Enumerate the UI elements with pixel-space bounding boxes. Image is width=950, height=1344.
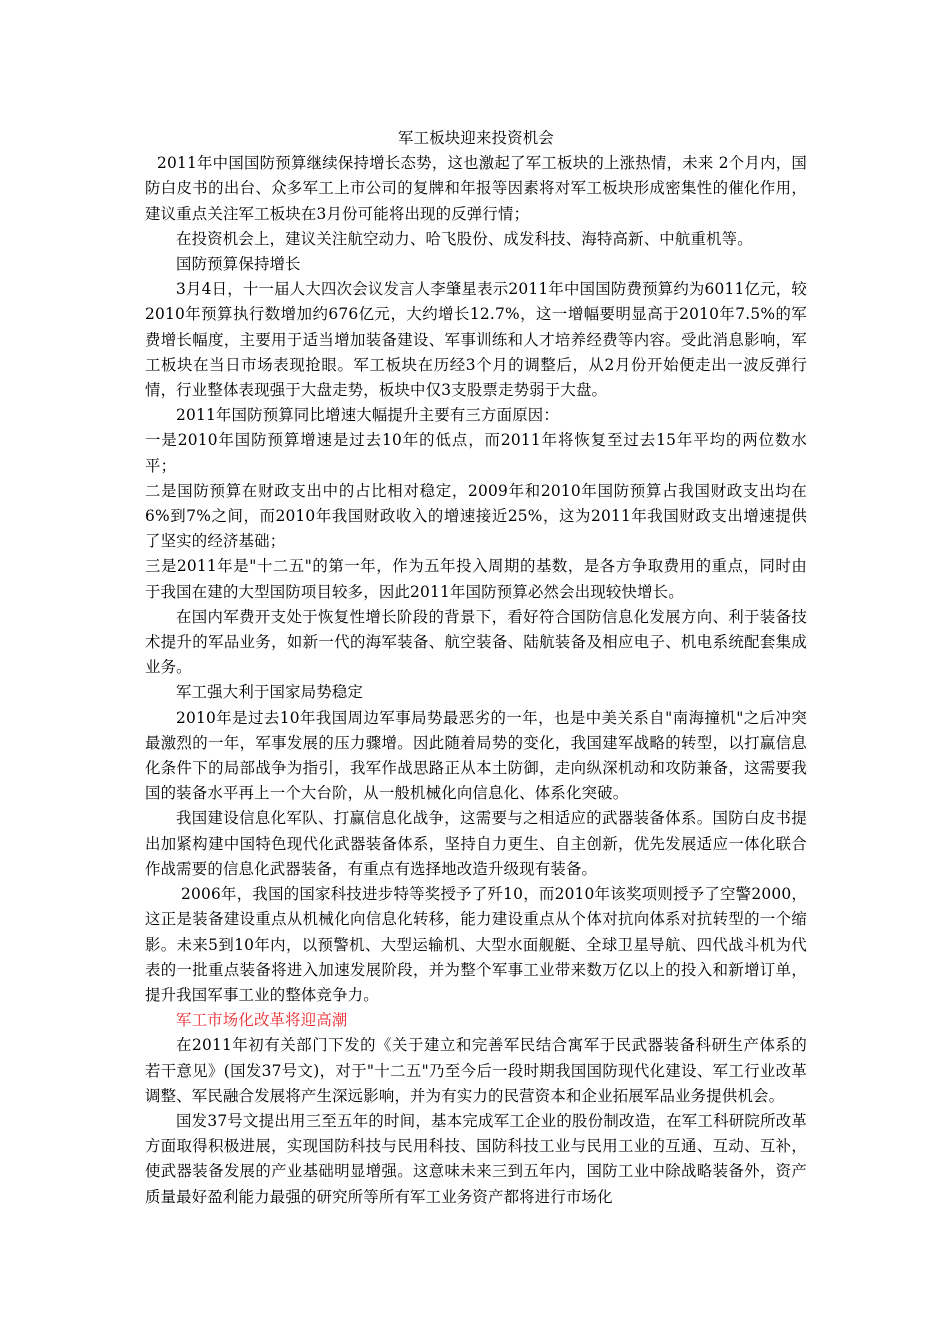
document-title: 军工板块迎来投资机会: [398, 129, 554, 147]
outlook-paragraph: 在国内军费开支处于恢复性增长阶段的背景下，看好符合国防信息化发展方向、利于装备技术提升的军品业务，如新一代的海军装备、航空装备、陆航装备及相应电子、机电系统配套集成业务。: [145, 607, 807, 677]
section-heading-reform: 军工市场化改革将迎高潮: [176, 1011, 348, 1030]
investment-paragraph: 在投资机会上，建议关注航空动力、哈飞股份、成发科技、海特高新、中航重机等。: [176, 229, 753, 248]
budget-paragraph: 3月4日，十一届人大四次会议发言人李肇星表示2011年中国国防费预算约为6011亿元，较2010年预算执行数增加约676亿元，大约增长12.7%，这一增幅要明显高于2010年7.5%的军费增长幅度，主要用于适当增加装备建设、军事训练和人才培养经费等内容。受此消息影响，军工板块在当日市场表现抢眼。军工板块在历经3个月的调整后，从2月份开始便走出一波反弹行情，行业整体表现强于大盘走势，板块中仅3支股票走势弱于大盘。: [145, 280, 807, 400]
reason-three-paragraph: 三是2011年是"十二五"的第一年，作为五年投入周期的基数，是各方争取费用的重点，同时由于我国在建的大型国防项目较多，因此2011年国防预算必然会出现较快增长。: [145, 557, 807, 601]
informatization-paragraph: 我国建设信息化军队、打赢信息化战争，这需要与之相适应的武器装备体系。国防白皮书提出加紧构建中国特色现代化武器装备体系，坚持自力更生、自主创新，优先发展适应一体化联合作战需要的信息化武器装备，有重点有选择地改造升级现有装备。: [145, 809, 807, 878]
security-situation-paragraph: 2010年是过去10年我国周边军事局势最恶劣的一年，也是中美关系自"南海撞机"之后冲突最激烈的一年，军事发展的压力骤增。因此随着局势的变化，我国建军战略的转型，以打赢信息化条件下的局部战争为指引，我军作战思路正从本土防御，走向纵深机动和攻防兼备，这需要我国的装备水平再上一个大台阶，从一般机械化向信息化、体系化突破。: [145, 708, 807, 803]
reform-plan-paragraph: 国发37号文提出用三至五年的时间，基本完成军工企业的股份制改造，在军工科研院所改革方面取得积极进展，实现国防科技与民用科技、国防科技工业与民用工业的互通、互动、互补，使武器装备发展的产业基础明显增强。这意味未来三到五年内，国防工业中除战略装备外，资产质量最好盈利能力最强的研究所等所有军工业务资产都将进行市场化: [145, 1111, 807, 1206]
section-heading-budget: 国防预算保持增长: [176, 255, 301, 274]
intro-paragraph: 2011年中国国防预算继续保持增长态势，这也激起了军工板块的上涨热情，未来 2个月内，国防白皮书的出台、众多军工上市公司的复牌和年报等因素将对军工板块形成密集性的催化作用，建议重点关注军工板块在3月份可能将出现的反弹行情；: [145, 154, 807, 223]
reasons-intro-paragraph: 2011年国防预算同比增速大幅提升主要有三方面原因：: [176, 406, 559, 425]
reason-one-paragraph: 一是2010年国防预算增速是过去10年的低点，而2011年将恢复至过去15年平均的两位数水平；: [145, 431, 807, 475]
document-page: [145, 126, 807, 1210]
policy-paragraph: 在2011年初有关部门下发的《关于建立和完善军民结合寓军于民武器装备科研生产体系的若干意见》(国发37号文)，对于"十二五"乃至今后一段时期我国国防现代化建设、军工行业改革调整、军民融合发展将产生深远影响，并为有实力的民营资本和企业拓展军品业务提供机会。: [145, 1036, 807, 1105]
reason-two-paragraph: 二是国防预算在财政支出中的占比相对稳定，2009年和2010年国防预算占我国财政支出均在6%到7%之间，而2010年我国财政收入的增速接近25%，这为2011年我国财政支出增速提供了坚实的经济基础；: [145, 481, 807, 551]
section-heading-stability: 军工强大利于国家局势稳定: [176, 683, 364, 702]
award-paragraph: 2006年，我国的国家科技进步特等奖授予了歼10，而2010年该奖项则授予了空警2000，这正是装备建设重点从机械化向信息化转移，能力建设重点从个体对抗向体系对抗转型的一个缩影。未来5到10年内，以预警机、大型运输机、大型水面舰艇、全球卫星导航、四代战斗机为代表的一批重点装备将进入加速发展阶段，并为整个军事工业带来数万亿以上的投入和新增订单，提升我国军事工业的整体竞争力。: [145, 885, 807, 1004]
